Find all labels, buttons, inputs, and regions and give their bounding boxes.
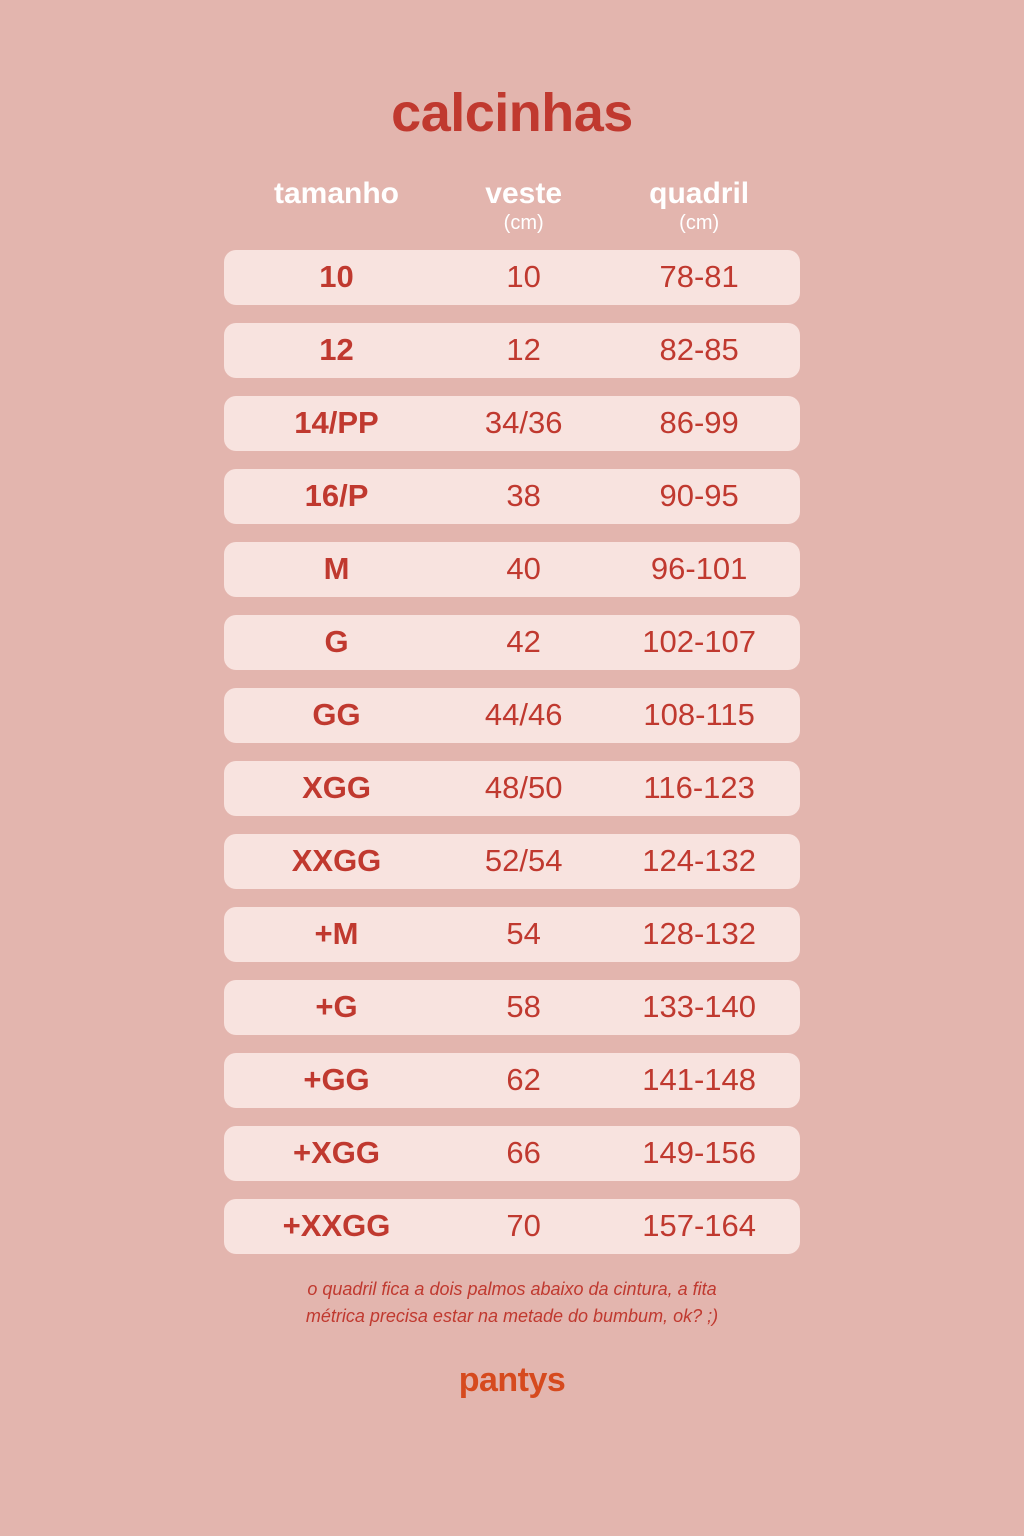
cell-quadril: 157-164 [642,1208,757,1243]
footnote-line-2: métrica precisa estar na metade do bumbum, ok? ;) [305,1306,719,1327]
table-row [224,615,800,670]
cell-veste: 52/54 [484,843,563,878]
cell-quadril: 90-95 [659,478,739,513]
cell-tamanho: +XGG [293,1135,381,1170]
column-header-tamanho-label: tamanho [274,177,400,210]
brand-logo: pantys [458,1361,566,1400]
cell-tamanho: 10 [319,259,354,294]
cell-tamanho: +M [314,916,359,951]
cell-tamanho: +G [315,989,358,1024]
cell-quadril: 141-148 [642,1062,757,1097]
table-row [224,469,800,524]
column-header-veste-unit: (cm) [503,211,544,234]
cell-quadril: 124-132 [642,843,757,878]
table-row [224,542,800,597]
column-header-quadril-label: quadril [649,177,750,210]
table-header-row [224,178,800,236]
cell-veste: 38 [506,478,541,513]
cell-quadril: 133-140 [642,989,757,1024]
cell-veste: 66 [506,1135,541,1170]
table-row [224,980,800,1035]
cell-veste: 34/36 [484,405,563,440]
cell-tamanho: 16/P [304,478,369,513]
cell-tamanho: G [324,624,349,659]
table-row [224,250,800,305]
cell-tamanho: 12 [319,332,354,367]
table-row [224,1199,800,1254]
cell-veste: 44/46 [484,697,563,732]
column-header-tamanho [232,178,441,210]
table-row [224,323,800,378]
table-row [224,761,800,816]
cell-tamanho: +GG [303,1062,370,1097]
cell-quadril: 108-115 [643,697,755,732]
cell-tamanho: GG [312,697,361,732]
column-header-quadril [606,178,792,236]
cell-quadril: 128-132 [642,916,757,951]
cell-veste: 42 [506,624,541,659]
table-row [224,1053,800,1108]
table-row [224,907,800,962]
cell-tamanho: M [323,551,350,586]
cell-veste: 70 [506,1208,541,1243]
cell-veste: 58 [506,989,541,1024]
cell-quadril: 86-99 [659,405,739,440]
cell-veste: 54 [506,916,541,951]
cell-veste: 62 [506,1062,541,1097]
table-row [224,688,800,743]
cell-quadril: 82-85 [659,332,739,367]
cell-veste: 12 [506,332,541,367]
cell-quadril: 116-123 [643,770,755,805]
cell-quadril: 96-101 [650,551,748,586]
cell-veste: 10 [506,259,541,294]
footnote [0,1276,1024,1332]
cell-tamanho: XXGG [291,843,382,878]
size-table [224,178,800,1254]
table-row [224,396,800,451]
cell-tamanho: +XXGG [282,1208,391,1243]
cell-tamanho: XGG [302,770,371,805]
cell-quadril: 149-156 [642,1135,757,1170]
cell-quadril: 102-107 [642,624,757,659]
cell-veste: 48/50 [484,770,563,805]
column-header-quadril-unit: (cm) [679,211,720,234]
cell-veste: 40 [506,551,541,586]
table-row [224,834,800,889]
page-title: calcinhas [391,83,633,143]
table-row [224,1126,800,1181]
footnote-line-1: o quadril fica a dois palmos abaixo da cintura, a fita [307,1278,717,1299]
column-header-veste [441,178,606,236]
cell-tamanho: 14/PP [294,405,379,440]
column-header-veste-label: veste [485,177,563,210]
cell-quadril: 78-81 [659,259,739,294]
